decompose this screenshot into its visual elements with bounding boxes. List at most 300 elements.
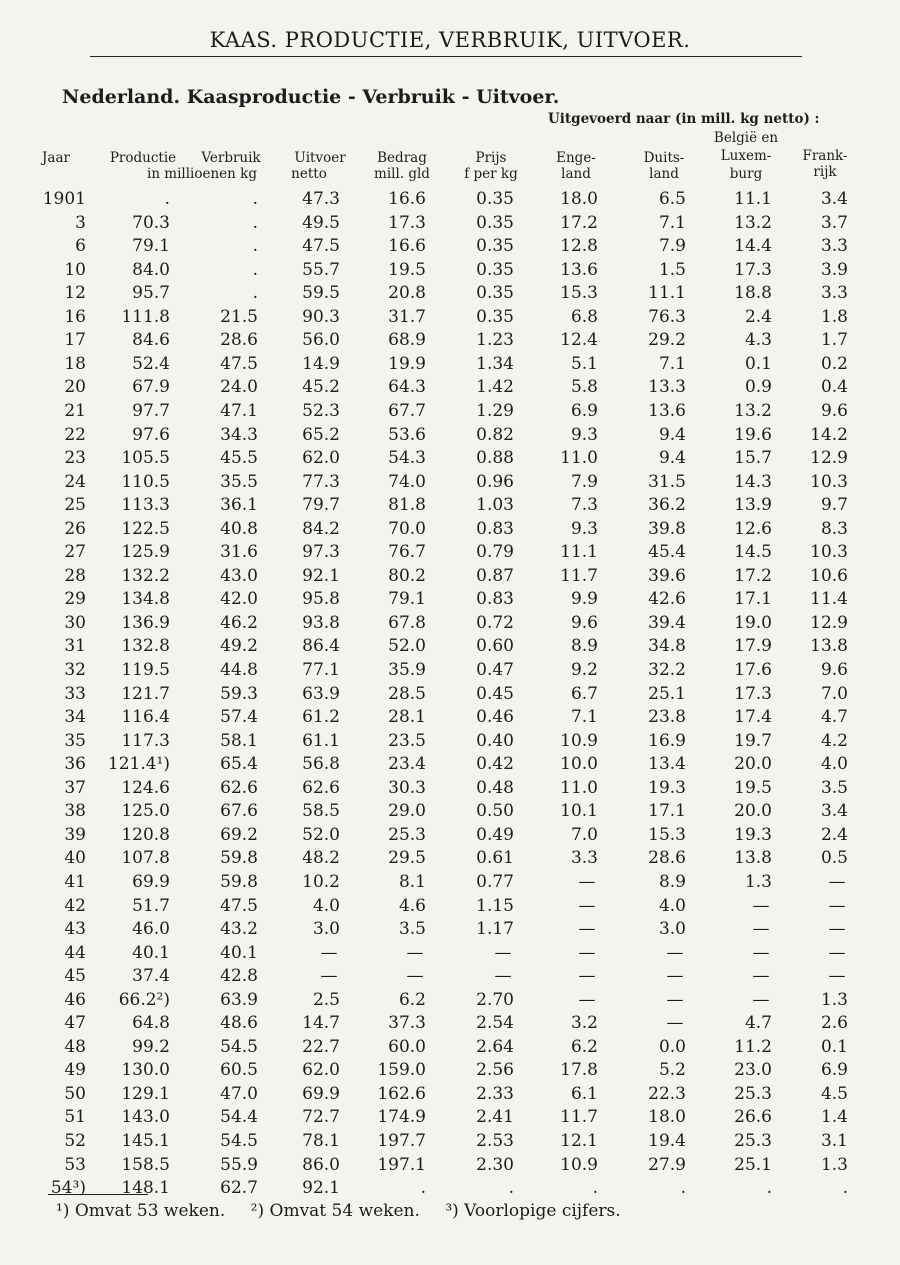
cell-jaar: 32 — [64, 660, 86, 680]
cell-verbruik: 45.5 — [220, 448, 258, 469]
cell-frankrijk: 9.7 — [820, 495, 848, 516]
cell-bedrag: 52.0 — [388, 636, 426, 657]
cell-productie: 148.1 — [121, 1178, 170, 1199]
cell-prijs: 0.35 — [476, 212, 514, 233]
cell-verbruik: 40.1 — [220, 942, 258, 963]
header-jaar: Jaar — [42, 150, 70, 166]
cell-productie: 97.6 — [132, 424, 170, 445]
cell-jaar: 41 — [64, 871, 86, 892]
cell-duitsland: — — [666, 966, 684, 987]
cell-engeland: 11.7 — [560, 565, 598, 586]
cell-belgie: 13.2 — [734, 212, 772, 233]
cell-productie: 120.8 — [121, 824, 170, 845]
cell-uitvoer: 58.5 — [302, 801, 340, 822]
cell-belgie: . — [766, 1178, 772, 1199]
header-netto: netto — [291, 166, 327, 182]
cell-duitsland: 29.2 — [648, 330, 686, 351]
cell-jaar: 30 — [64, 612, 86, 633]
cell-verbruik: 42.8 — [220, 966, 258, 987]
cell-engeland: 6.8 — [570, 306, 598, 327]
cell-uitvoer: 90.3 — [302, 306, 340, 327]
cell-engeland: — — [578, 919, 596, 940]
cell-verbruik: 58.1 — [220, 730, 258, 751]
cell-duitsland: 17.1 — [648, 801, 686, 822]
cell-frankrijk: 12.9 — [810, 612, 848, 633]
cell-prijs: 1.15 — [476, 895, 514, 916]
cell-prijs: 0.45 — [476, 683, 514, 704]
cell-jaar: 24 — [64, 471, 86, 492]
cell-productie: 107.8 — [121, 848, 170, 869]
cell-verbruik: 49.2 — [220, 636, 258, 657]
cell-duitsland: 15.3 — [648, 824, 686, 845]
cell-engeland: 9.2 — [570, 660, 598, 680]
cell-belgie: — — [752, 966, 770, 987]
cell-prijs: 0.79 — [476, 542, 514, 563]
cell-bedrag: 162.6 — [377, 1083, 426, 1104]
header-prijs: Prijs — [475, 150, 507, 166]
cell-bedrag: 8.1 — [398, 871, 426, 892]
cell-belgie: 23.0 — [734, 1060, 772, 1081]
cell-frankrijk: 1.3 — [820, 989, 848, 1010]
cell-belgie: 19.6 — [734, 424, 772, 445]
cell-bedrag: 74.0 — [388, 471, 426, 492]
cell-jaar: 33 — [64, 683, 86, 704]
footnote-rule — [48, 1194, 148, 1195]
cell-uitvoer: 47.5 — [302, 236, 340, 257]
cell-productie: 97.7 — [132, 400, 170, 421]
cell-frankrijk: — — [828, 966, 846, 987]
cell-bedrag: 30.3 — [388, 777, 426, 798]
cell-engeland: . — [592, 1178, 598, 1199]
cell-jaar: 22 — [64, 424, 86, 445]
cell-jaar: 36 — [64, 754, 86, 775]
cell-uitvoer: 45.2 — [302, 377, 340, 398]
cell-verbruik: 57.4 — [220, 707, 258, 728]
cell-engeland: 17.2 — [560, 212, 598, 233]
cell-jaar: 46 — [64, 989, 86, 1010]
cell-uitvoer: 14.7 — [302, 1013, 340, 1034]
cell-verbruik: 31.6 — [220, 542, 258, 563]
cell-duitsland: 45.4 — [648, 542, 686, 563]
cell-engeland: — — [578, 989, 596, 1010]
cell-frankrijk: — — [828, 919, 846, 940]
cell-belgie: 11.1 — [734, 189, 772, 209]
cell-belgie: 19.7 — [734, 730, 772, 751]
cell-engeland: 6.1 — [570, 1083, 598, 1104]
cell-productie: 117.3 — [121, 730, 170, 751]
cell-verbruik: 55.9 — [220, 1154, 258, 1175]
cell-engeland: 3.3 — [570, 848, 598, 869]
cell-verbruik: 40.8 — [220, 518, 258, 539]
cell-verbruik: 62.6 — [220, 777, 258, 798]
cell-prijs: 0.83 — [476, 518, 514, 539]
cell-productie: 51.7 — [132, 895, 170, 916]
cell-verbruik: 54.4 — [220, 1107, 258, 1128]
cell-engeland: 17.8 — [560, 1060, 598, 1081]
cell-engeland: 6.2 — [570, 1036, 598, 1057]
footnote-3: ³) Voorlopige cijfers. — [445, 1201, 621, 1221]
cell-frankrijk: 10.3 — [810, 471, 848, 492]
cell-frankrijk: 1.7 — [820, 330, 848, 351]
cell-bedrag: 29.0 — [388, 801, 426, 822]
cell-belgie: 1.3 — [744, 871, 772, 892]
cell-bedrag: 31.7 — [388, 306, 426, 327]
cell-productie: 119.5 — [121, 660, 170, 680]
cell-uitvoer: 59.5 — [302, 283, 340, 304]
cell-bedrag: 6.2 — [398, 989, 426, 1010]
cell-uitvoer: 93.8 — [302, 612, 340, 633]
cell-productie: 52.4 — [132, 353, 170, 374]
cell-duitsland: 34.8 — [648, 636, 686, 657]
cell-jaar: 10 — [64, 259, 86, 280]
cell-belgie: 14.3 — [734, 471, 772, 492]
cell-verbruik: 54.5 — [220, 1036, 258, 1057]
cell-duitsland: 8.9 — [658, 871, 686, 892]
cell-bedrag: 37.3 — [388, 1013, 426, 1034]
cell-productie: 134.8 — [121, 589, 170, 610]
cell-frankrijk: 10.3 — [810, 542, 848, 563]
export-header: Uitgevoerd naar (in mill. kg netto) : — [548, 111, 820, 127]
cell-belgie: 17.3 — [734, 683, 772, 704]
table-title: Nederland. Kaasproductie - Verbruik - Uitvoer. — [62, 86, 560, 108]
cell-frankrijk: 3.3 — [820, 236, 848, 257]
cell-bedrag: 54.3 — [388, 448, 426, 469]
cell-duitsland: 32.2 — [648, 660, 686, 680]
cell-productie: 69.9 — [132, 871, 170, 892]
header-frankrijk: Frank- — [802, 148, 848, 164]
cell-prijs: 0.40 — [476, 730, 514, 751]
cell-bedrag: 197.1 — [377, 1154, 426, 1175]
cell-jaar: 44 — [64, 942, 86, 963]
cell-prijs: 0.96 — [476, 471, 514, 492]
cell-duitsland: — — [666, 1013, 684, 1034]
cell-bedrag: 174.9 — [377, 1107, 426, 1128]
cell-jaar: 23 — [64, 448, 86, 469]
cell-uitvoer: 10.2 — [302, 871, 340, 892]
cell-bedrag: 81.8 — [388, 495, 426, 516]
cell-prijs: 2.70 — [476, 989, 514, 1010]
cell-uitvoer: — — [320, 966, 338, 987]
cell-prijs: 1.03 — [476, 495, 514, 516]
cell-duitsland: 9.4 — [658, 448, 686, 469]
cell-prijs: 0.35 — [476, 259, 514, 280]
cell-duitsland: . — [680, 1178, 686, 1199]
cell-jaar: 54³) — [50, 1178, 86, 1199]
cell-belgie: 13.2 — [734, 400, 772, 421]
cell-productie: 66.2²) — [118, 989, 170, 1010]
cell-duitsland: 27.9 — [648, 1154, 686, 1175]
cell-verbruik: 69.2 — [220, 824, 258, 845]
cell-jaar: 53 — [64, 1154, 86, 1175]
cell-uitvoer: 84.2 — [302, 518, 340, 539]
cell-jaar: 39 — [64, 824, 86, 845]
cell-bedrag: 23.4 — [388, 754, 426, 775]
cell-bedrag: 16.6 — [388, 189, 426, 209]
cell-belgie: 4.7 — [744, 1013, 772, 1034]
cell-productie: 121.7 — [121, 683, 170, 704]
cell-belgie: 17.6 — [734, 660, 772, 680]
cell-duitsland: 6.5 — [658, 189, 686, 209]
cell-duitsland: 1.5 — [658, 259, 686, 280]
cell-frankrijk: 1.4 — [820, 1107, 848, 1128]
cell-belgie: 17.3 — [734, 259, 772, 280]
cell-bedrag: 76.7 — [388, 542, 426, 563]
cell-uitvoer: 62.6 — [302, 777, 340, 798]
cell-jaar: 1901 — [42, 189, 86, 209]
cell-verbruik: . — [252, 283, 258, 304]
cell-frankrijk: 8.3 — [820, 518, 848, 539]
cell-frankrijk: 4.0 — [820, 754, 848, 775]
cell-productie: 145.1 — [121, 1131, 170, 1151]
cell-duitsland: 18.0 — [648, 1107, 686, 1128]
cell-frankrijk: 4.7 — [820, 707, 848, 728]
cell-duitsland: 42.6 — [648, 589, 686, 610]
cell-uitvoer: 79.7 — [302, 495, 340, 516]
cell-frankrijk: 7.0 — [820, 683, 848, 704]
cell-engeland: — — [578, 895, 596, 916]
cell-frankrijk: 3.1 — [820, 1131, 848, 1151]
cell-belgie: 19.3 — [734, 824, 772, 845]
cell-jaar: 31 — [64, 636, 86, 657]
cell-uitvoer: 47.3 — [302, 189, 340, 209]
header-bedrag: Bedrag — [377, 150, 427, 166]
cell-belgie: 20.0 — [734, 754, 772, 775]
cell-engeland: 11.1 — [560, 542, 598, 563]
header-frankrijk-2: rijk — [813, 164, 837, 180]
cell-belgie: 25.3 — [734, 1131, 772, 1151]
cell-verbruik: 47.1 — [220, 400, 258, 421]
cell-frankrijk: 4.5 — [820, 1083, 848, 1104]
cell-engeland: 6.9 — [570, 400, 598, 421]
cell-frankrijk: 0.5 — [820, 848, 848, 869]
cell-verbruik: 60.5 — [220, 1060, 258, 1081]
cell-belgie: 17.4 — [734, 707, 772, 728]
cell-uitvoer: 14.9 — [302, 353, 340, 374]
cell-engeland: 7.0 — [570, 824, 598, 845]
cell-productie: 113.3 — [121, 495, 170, 516]
cell-duitsland: 25.1 — [648, 683, 686, 704]
cell-belgie: 4.3 — [744, 330, 772, 351]
cell-duitsland: 3.0 — [658, 919, 686, 940]
cell-uitvoer: 86.0 — [302, 1154, 340, 1175]
cell-duitsland: 16.9 — [648, 730, 686, 751]
cell-uitvoer: 55.7 — [302, 259, 340, 280]
cell-jaar: 48 — [64, 1036, 86, 1057]
cell-belgie: 17.1 — [734, 589, 772, 610]
header-verbruik: Verbruik — [201, 150, 261, 166]
cell-verbruik: 48.6 — [220, 1013, 258, 1034]
cell-productie: 70.3 — [132, 212, 170, 233]
cell-prijs: 1.29 — [476, 400, 514, 421]
cell-prijs: 0.42 — [476, 754, 514, 775]
cell-uitvoer: 69.9 — [302, 1083, 340, 1104]
cell-jaar: 34 — [64, 707, 86, 728]
cell-uitvoer: 2.5 — [312, 989, 340, 1010]
cell-prijs: 0.35 — [476, 283, 514, 304]
cell-prijs: 2.56 — [476, 1060, 514, 1081]
cell-duitsland: 13.3 — [648, 377, 686, 398]
cell-frankrijk: 2.4 — [820, 824, 848, 845]
cell-uitvoer: 63.9 — [302, 683, 340, 704]
cell-engeland: 7.9 — [570, 471, 598, 492]
cell-uitvoer: 92.1 — [302, 565, 340, 586]
cell-bedrag: 23.5 — [388, 730, 426, 751]
cell-frankrijk: 0.2 — [820, 353, 848, 374]
cell-bedrag: 67.7 — [388, 400, 426, 421]
cell-engeland: — — [578, 942, 596, 963]
cell-uitvoer: 62.0 — [302, 1060, 340, 1081]
cell-prijs: 0.35 — [476, 236, 514, 257]
cell-jaar: 18 — [64, 353, 86, 374]
cell-verbruik: . — [252, 189, 258, 209]
cell-frankrijk: — — [828, 942, 846, 963]
cell-uitvoer: 52.0 — [302, 824, 340, 845]
cell-duitsland: 13.4 — [648, 754, 686, 775]
cell-engeland: 18.0 — [560, 189, 598, 209]
cell-belgie: 14.5 — [734, 542, 772, 563]
cell-verbruik: 59.3 — [220, 683, 258, 704]
cell-prijs: — — [494, 942, 512, 963]
cell-belgie: 26.6 — [734, 1107, 772, 1128]
cell-bedrag: 20.8 — [388, 283, 426, 304]
cell-frankrijk: — — [828, 895, 846, 916]
header-per-kg: f per kg — [464, 166, 518, 182]
cell-productie: 37.4 — [132, 966, 170, 987]
cell-bedrag: 3.5 — [398, 919, 426, 940]
cell-frankrijk: 12.9 — [810, 448, 848, 469]
cell-productie: 124.6 — [121, 777, 170, 798]
cell-productie: 84.6 — [132, 330, 170, 351]
cell-belgie: 0.9 — [744, 377, 772, 398]
cell-bedrag: 4.6 — [398, 895, 426, 916]
cell-jaar: 49 — [64, 1060, 86, 1081]
cell-engeland: — — [578, 871, 596, 892]
cell-verbruik: 43.2 — [220, 919, 258, 940]
cell-duitsland: 23.8 — [648, 707, 686, 728]
cell-frankrijk: 4.2 — [820, 730, 848, 751]
cell-engeland: 9.6 — [570, 612, 598, 633]
cell-frankrijk: 10.6 — [810, 565, 848, 586]
cell-productie: 95.7 — [132, 283, 170, 304]
cell-belgie: 18.8 — [734, 283, 772, 304]
cell-engeland: 11.0 — [560, 448, 598, 469]
cell-belgie: 2.4 — [744, 306, 772, 327]
cell-belgie: 20.0 — [734, 801, 772, 822]
cell-verbruik: 59.8 — [220, 848, 258, 869]
cell-belgie: 15.7 — [734, 448, 772, 469]
cell-engeland: 9.9 — [570, 589, 598, 610]
cell-engeland: 10.0 — [560, 754, 598, 775]
cell-jaar: 45 — [64, 966, 86, 987]
cell-frankrijk: 6.9 — [820, 1060, 848, 1081]
cell-verbruik: . — [252, 212, 258, 233]
cell-uitvoer: 4.0 — [312, 895, 340, 916]
cell-belgie: 0.1 — [744, 353, 772, 374]
cell-jaar: 29 — [64, 589, 86, 610]
cell-verbruik: 54.5 — [220, 1131, 258, 1151]
cell-engeland: — — [578, 966, 596, 987]
cell-bedrag: 64.3 — [388, 377, 426, 398]
cell-uitvoer: 97.3 — [302, 542, 340, 563]
cell-uitvoer: 62.0 — [302, 448, 340, 469]
cell-prijs: 0.72 — [476, 612, 514, 633]
cell-duitsland: 5.2 — [658, 1060, 686, 1081]
cell-duitsland: 39.8 — [648, 518, 686, 539]
cell-frankrijk: 9.6 — [820, 400, 848, 421]
header-belgie: België en — [713, 130, 779, 146]
cell-duitsland: 19.4 — [648, 1131, 686, 1151]
footnotes — [56, 1201, 641, 1221]
cell-jaar: 37 — [64, 777, 86, 798]
cell-verbruik: 24.0 — [220, 377, 258, 398]
cell-engeland: 5.1 — [570, 353, 598, 374]
cell-frankrijk: 3.9 — [820, 259, 848, 280]
cell-frankrijk: 3.5 — [820, 777, 848, 798]
cell-duitsland: 28.6 — [648, 848, 686, 869]
cell-frankrijk: 0.1 — [820, 1036, 848, 1057]
header-rule — [90, 56, 802, 57]
cell-duitsland: 36.2 — [648, 495, 686, 516]
cell-bedrag: 16.6 — [388, 236, 426, 257]
cell-prijs: 1.34 — [476, 353, 514, 374]
cell-productie: 125.0 — [121, 801, 170, 822]
cell-prijs: 2.41 — [476, 1107, 514, 1128]
header-luxemburg: Luxem- — [720, 148, 772, 164]
cell-bedrag: 79.1 — [388, 589, 426, 610]
cell-productie: 143.0 — [121, 1107, 170, 1128]
cell-jaar: 38 — [64, 801, 86, 822]
cell-belgie: 17.2 — [734, 565, 772, 586]
cell-jaar: 28 — [64, 565, 86, 586]
cell-prijs: 0.50 — [476, 801, 514, 822]
cell-verbruik: 47.0 — [220, 1083, 258, 1104]
cell-engeland: 5.8 — [570, 377, 598, 398]
cell-productie: 136.9 — [121, 612, 170, 633]
cell-productie: 130.0 — [121, 1060, 170, 1081]
cell-bedrag: 35.9 — [388, 660, 426, 680]
cell-frankrijk: 1.3 — [820, 1154, 848, 1175]
header-productie: Productie — [109, 150, 177, 166]
cell-uitvoer: 3.0 — [312, 919, 340, 940]
cell-verbruik: 36.1 — [220, 495, 258, 516]
cell-productie: 125.9 — [121, 542, 170, 563]
cell-engeland: 13.6 — [560, 259, 598, 280]
cell-duitsland: 11.1 — [648, 283, 686, 304]
cell-frankrijk: 0.4 — [820, 377, 848, 398]
cell-bedrag: 29.5 — [388, 848, 426, 869]
cell-bedrag: 70.0 — [388, 518, 426, 539]
cell-jaar: 12 — [64, 283, 86, 304]
cell-prijs: 0.83 — [476, 589, 514, 610]
cell-duitsland: 76.3 — [648, 306, 686, 327]
cell-duitsland: 7.9 — [658, 236, 686, 257]
cell-belgie: — — [752, 919, 770, 940]
cell-duitsland: — — [666, 989, 684, 1010]
cell-prijs: 2.33 — [476, 1083, 514, 1104]
cell-engeland: 12.8 — [560, 236, 598, 257]
cell-belgie: 11.2 — [734, 1036, 772, 1057]
cell-verbruik: 65.4 — [220, 754, 258, 775]
cell-prijs: 0.47 — [476, 660, 514, 680]
cell-jaar: 17 — [64, 330, 86, 351]
header-duitsland: Duits- — [643, 150, 685, 166]
cell-belgie: 12.6 — [734, 518, 772, 539]
cell-engeland: 11.0 — [560, 777, 598, 798]
cell-jaar: 26 — [64, 518, 86, 539]
cell-bedrag: 67.8 — [388, 612, 426, 633]
cell-frankrijk: 3.3 — [820, 283, 848, 304]
cell-prijs: 2.54 — [476, 1013, 514, 1034]
